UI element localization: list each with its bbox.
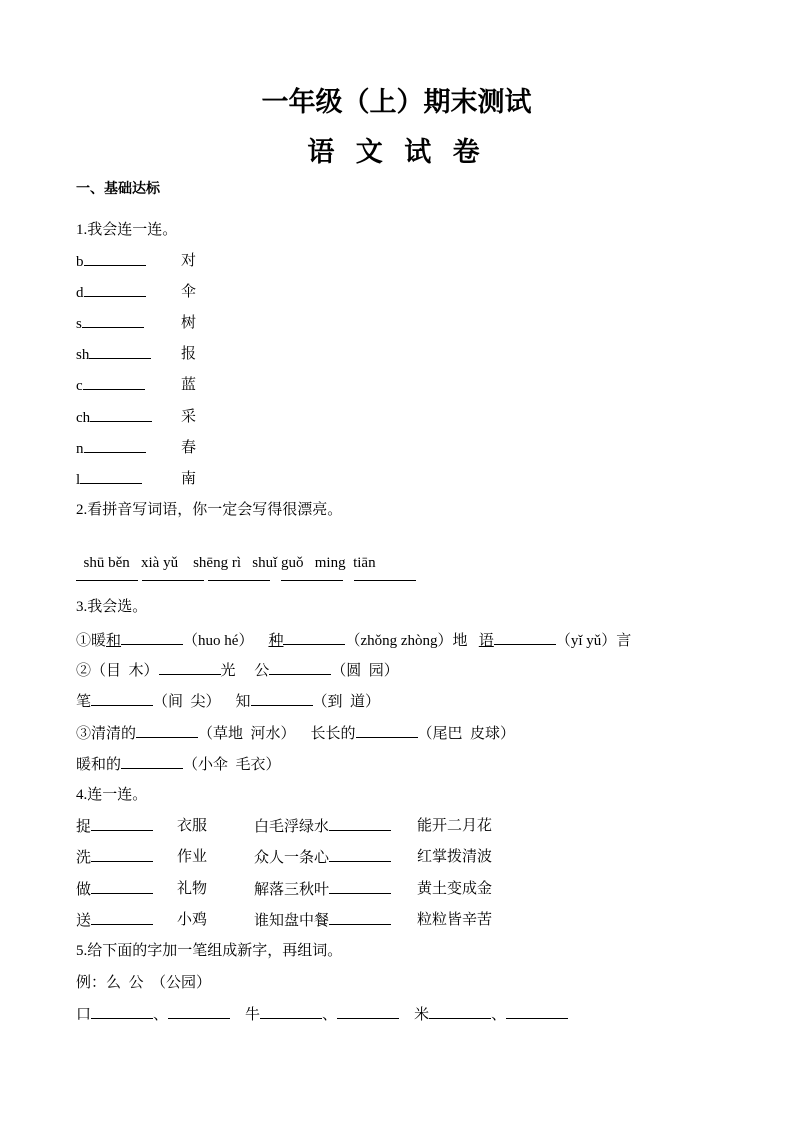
text: （草地 河水） — [198, 726, 296, 742]
q1-label: 1.我会连一连。 — [76, 222, 178, 238]
verb: 洗 — [76, 850, 92, 867]
initial: b — [76, 254, 84, 270]
blank[interactable] — [121, 754, 183, 769]
blank[interactable] — [283, 630, 345, 645]
character: 报 — [181, 346, 197, 363]
blank[interactable] — [337, 1004, 399, 1019]
q5-blanks — [76, 1004, 568, 1024]
pinyin: shuǐ guǒ — [252, 555, 304, 571]
q1-row — [76, 344, 197, 364]
text: ②（目 木） — [76, 663, 159, 679]
q1-row — [76, 282, 197, 302]
text: 、 — [322, 1007, 338, 1023]
text: 和 — [106, 633, 122, 649]
initial: c — [76, 378, 83, 395]
text: 暖和的 — [76, 757, 122, 773]
blank[interactable] — [251, 691, 313, 706]
section-heading: 一、基础达标 — [76, 181, 160, 197]
text: 笔 — [76, 694, 92, 710]
blank[interactable] — [90, 407, 152, 422]
q4-row — [76, 847, 676, 867]
q2-label: 2.看拼音写词语，你一定会写得很漂亮。 — [76, 502, 343, 518]
q5-example: 例：么 公 （公园） — [76, 975, 212, 991]
blank[interactable] — [494, 630, 556, 645]
blank[interactable] — [208, 566, 270, 581]
blank[interactable] — [91, 1004, 153, 1019]
blank[interactable] — [354, 566, 416, 581]
text: ③清清的 — [76, 726, 137, 742]
noun: 作业 — [177, 849, 208, 866]
pinyin: shēng rì — [193, 555, 241, 571]
blank[interactable] — [91, 879, 153, 894]
blank[interactable] — [269, 660, 331, 675]
text: （圆 园） — [331, 663, 399, 679]
text: 公 — [254, 663, 270, 679]
character: 春 — [181, 439, 197, 456]
blank[interactable] — [142, 566, 204, 581]
pinyin: xià yǔ — [141, 555, 179, 571]
exam-title: 一年级（上）期末测试 — [261, 87, 532, 118]
text: （尾巴 皮球） — [417, 726, 516, 742]
text: 、 — [491, 1007, 507, 1023]
verb: 做 — [76, 881, 92, 898]
poem-line: 能开二月花 — [417, 818, 493, 834]
text: 解落三秋叶 — [254, 881, 330, 898]
q3-line4 — [76, 723, 515, 743]
initial: ch — [76, 409, 91, 426]
text: 种 — [268, 633, 284, 649]
blank[interactable] — [83, 375, 145, 390]
blank[interactable] — [91, 847, 153, 862]
blank[interactable] — [329, 910, 391, 925]
poem-line — [254, 910, 391, 931]
character: 采 — [181, 408, 197, 425]
character: 伞 — [181, 284, 197, 301]
poem-line — [254, 816, 391, 837]
text: 米 — [414, 1007, 430, 1023]
text: 牛 — [245, 1007, 261, 1023]
text: 长长的 — [310, 726, 356, 742]
blank[interactable] — [121, 630, 183, 645]
q3-line5 — [76, 754, 281, 774]
character: 南 — [181, 470, 197, 487]
text: （小伞 毛衣） — [183, 757, 281, 773]
blank[interactable] — [159, 660, 221, 675]
poem-line — [254, 879, 391, 900]
pinyin: ming tiān — [314, 555, 376, 571]
text: 知 — [235, 694, 251, 710]
blank[interactable] — [91, 910, 153, 925]
text: （yǐ yǔ）言 — [555, 633, 632, 649]
pinyin: shū běn — [83, 555, 130, 571]
character: 树 — [181, 315, 197, 332]
q1-row — [76, 251, 197, 271]
verb: 捉 — [76, 819, 92, 835]
text: ①暖 — [76, 633, 107, 649]
blank[interactable] — [329, 816, 391, 831]
initial: l — [76, 471, 81, 488]
q1-row — [76, 407, 197, 427]
text: 白毛浮绿水 — [254, 819, 330, 835]
q1-row — [76, 313, 197, 333]
text: （到 道） — [312, 694, 381, 710]
text: （间 尖） — [153, 694, 221, 710]
noun: 小鸡 — [177, 911, 208, 928]
blank[interactable] — [329, 847, 391, 862]
poem-line: 粒粒皆辛苦 — [417, 911, 493, 928]
noun: 礼物 — [177, 880, 208, 897]
blank[interactable] — [91, 691, 153, 706]
blank[interactable] — [136, 723, 198, 738]
q4-row — [76, 816, 676, 836]
text: （huo hé） — [183, 633, 254, 649]
text: 语 — [478, 633, 494, 649]
poem-line — [254, 847, 391, 868]
initial: sh — [76, 347, 90, 364]
blank[interactable] — [168, 1004, 230, 1019]
verb: 送 — [76, 912, 92, 929]
text: （zhǒng zhòng）地 — [345, 633, 468, 649]
text: 、 — [153, 1007, 169, 1023]
blank[interactable] — [80, 469, 142, 484]
character: 对 — [181, 253, 197, 269]
initial: d — [76, 285, 84, 302]
q5-label: 5.给下面的字加一笔组成新字，再组词。 — [76, 943, 343, 959]
q2-blanks — [76, 566, 416, 586]
text: 光 — [220, 663, 236, 679]
blank[interactable] — [82, 313, 144, 328]
exam-subtitle: 语 文 试 卷 — [307, 137, 486, 168]
blank[interactable] — [84, 282, 146, 297]
blank[interactable] — [506, 1004, 568, 1019]
q1-row — [76, 375, 197, 395]
blank[interactable] — [89, 344, 151, 359]
q3-line1 — [76, 630, 631, 650]
q4-row — [76, 879, 676, 899]
blank[interactable] — [84, 438, 146, 453]
q3-label: 3.我会选。 — [76, 599, 148, 615]
text: 谁知盘中餐 — [254, 912, 330, 929]
blank[interactable] — [281, 566, 343, 581]
initial: s — [76, 316, 82, 333]
q1-row — [76, 469, 197, 489]
initial: n — [76, 440, 84, 457]
q2-pinyin — [76, 533, 376, 571]
blank[interactable] — [84, 251, 146, 266]
q1-row — [76, 438, 197, 458]
blank[interactable] — [356, 723, 418, 738]
q4-label: 4.连一连。 — [76, 787, 148, 803]
q3-line3 — [76, 691, 380, 711]
poem-line: 红掌拨清波 — [417, 849, 493, 866]
text: 口 — [76, 1007, 92, 1023]
blank[interactable] — [260, 1004, 322, 1019]
blank[interactable] — [76, 566, 138, 581]
q4-row — [76, 910, 676, 930]
noun: 衣服 — [177, 818, 208, 834]
blank[interactable] — [429, 1004, 491, 1019]
poem-line: 黄土变成金 — [417, 880, 493, 897]
text: 众人一条心 — [254, 850, 330, 867]
blank[interactable] — [329, 879, 391, 894]
blank[interactable] — [91, 816, 153, 831]
character: 蓝 — [181, 377, 197, 394]
q3-line2 — [76, 660, 399, 680]
